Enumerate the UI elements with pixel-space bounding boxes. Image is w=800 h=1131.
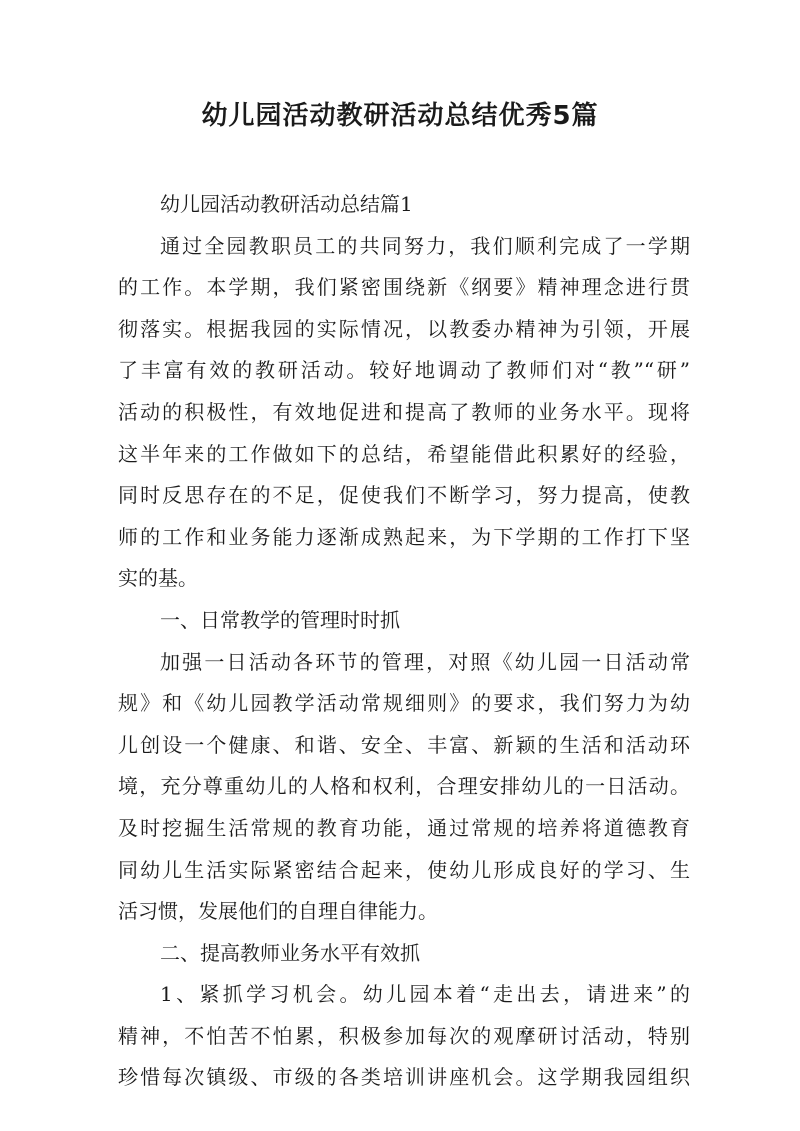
text-line: 珍惜每次镇级、市级的各类培训讲座机会。这学期我园组织 (118, 1065, 690, 1090)
text-line: 精神，不怕苦不怕累，积极参加每次的观摩研讨活动，特别 (118, 1023, 690, 1048)
text-line: 活习惯，发展他们的自理自律能力。 (118, 899, 438, 924)
text-line: 儿创设一个健康、和谐、安全、丰富、新颖的生活和活动环 (118, 732, 690, 757)
document-title: 幼儿园活动教研活动总结优秀5篇 (201, 101, 599, 131)
text-line: 及时挖掘生活常规的教育功能，通过常规的培养将道德教育 (118, 815, 690, 840)
text-line: 同时反思存在的不足，促使我们不断学习，努力提高，使教 (118, 483, 690, 508)
text-line: 幼儿园活动教研活动总结篇1 (160, 192, 413, 216)
text-line: 了丰富有效的教研活动。较好地调动了教师们对“教”“研” (118, 358, 690, 383)
document-body (118, 184, 690, 1099)
text-line: 通过全园教职员工的共同努力，我们顺利完成了一学期 (160, 233, 690, 258)
text-line: 这半年来的工作做如下的总结，希望能借此积累好的经验， (118, 441, 690, 466)
text-line: 彻落实。根据我园的实际情况，以教委办精神为引领，开展 (118, 316, 690, 341)
text-line: 加强一日活动各环节的管理，对照《幼儿园一日活动常 (160, 649, 690, 674)
text-line: 1、紧抓学习机会。幼儿园本着“走出去，请进来”的 (160, 982, 690, 1007)
text-line: 二、提高教师业务水平有效抓 (160, 940, 420, 965)
text-line: 同幼儿生活实际紧密结合起来，使幼儿形成良好的学习、生 (118, 857, 690, 882)
text-line: 的工作。本学期，我们紧密围绕新《纲要》精神理念进行贯 (118, 275, 690, 300)
text-line: 规》和《幼儿园教学活动常规细则》的要求，我们努力为幼 (118, 691, 690, 716)
text-line: 实的基。 (118, 566, 198, 591)
text-line: 境，充分尊重幼儿的人格和权利，合理安排幼儿的一日活动。 (118, 774, 690, 799)
text-line: 一、日常教学的管理时时抓 (160, 607, 400, 632)
text-line: 师的工作和业务能力逐渐成熟起来，为下学期的工作打下坚 (118, 524, 690, 549)
text-line: 活动的积极性，有效地促进和提高了教师的业务水平。现将 (118, 399, 690, 424)
